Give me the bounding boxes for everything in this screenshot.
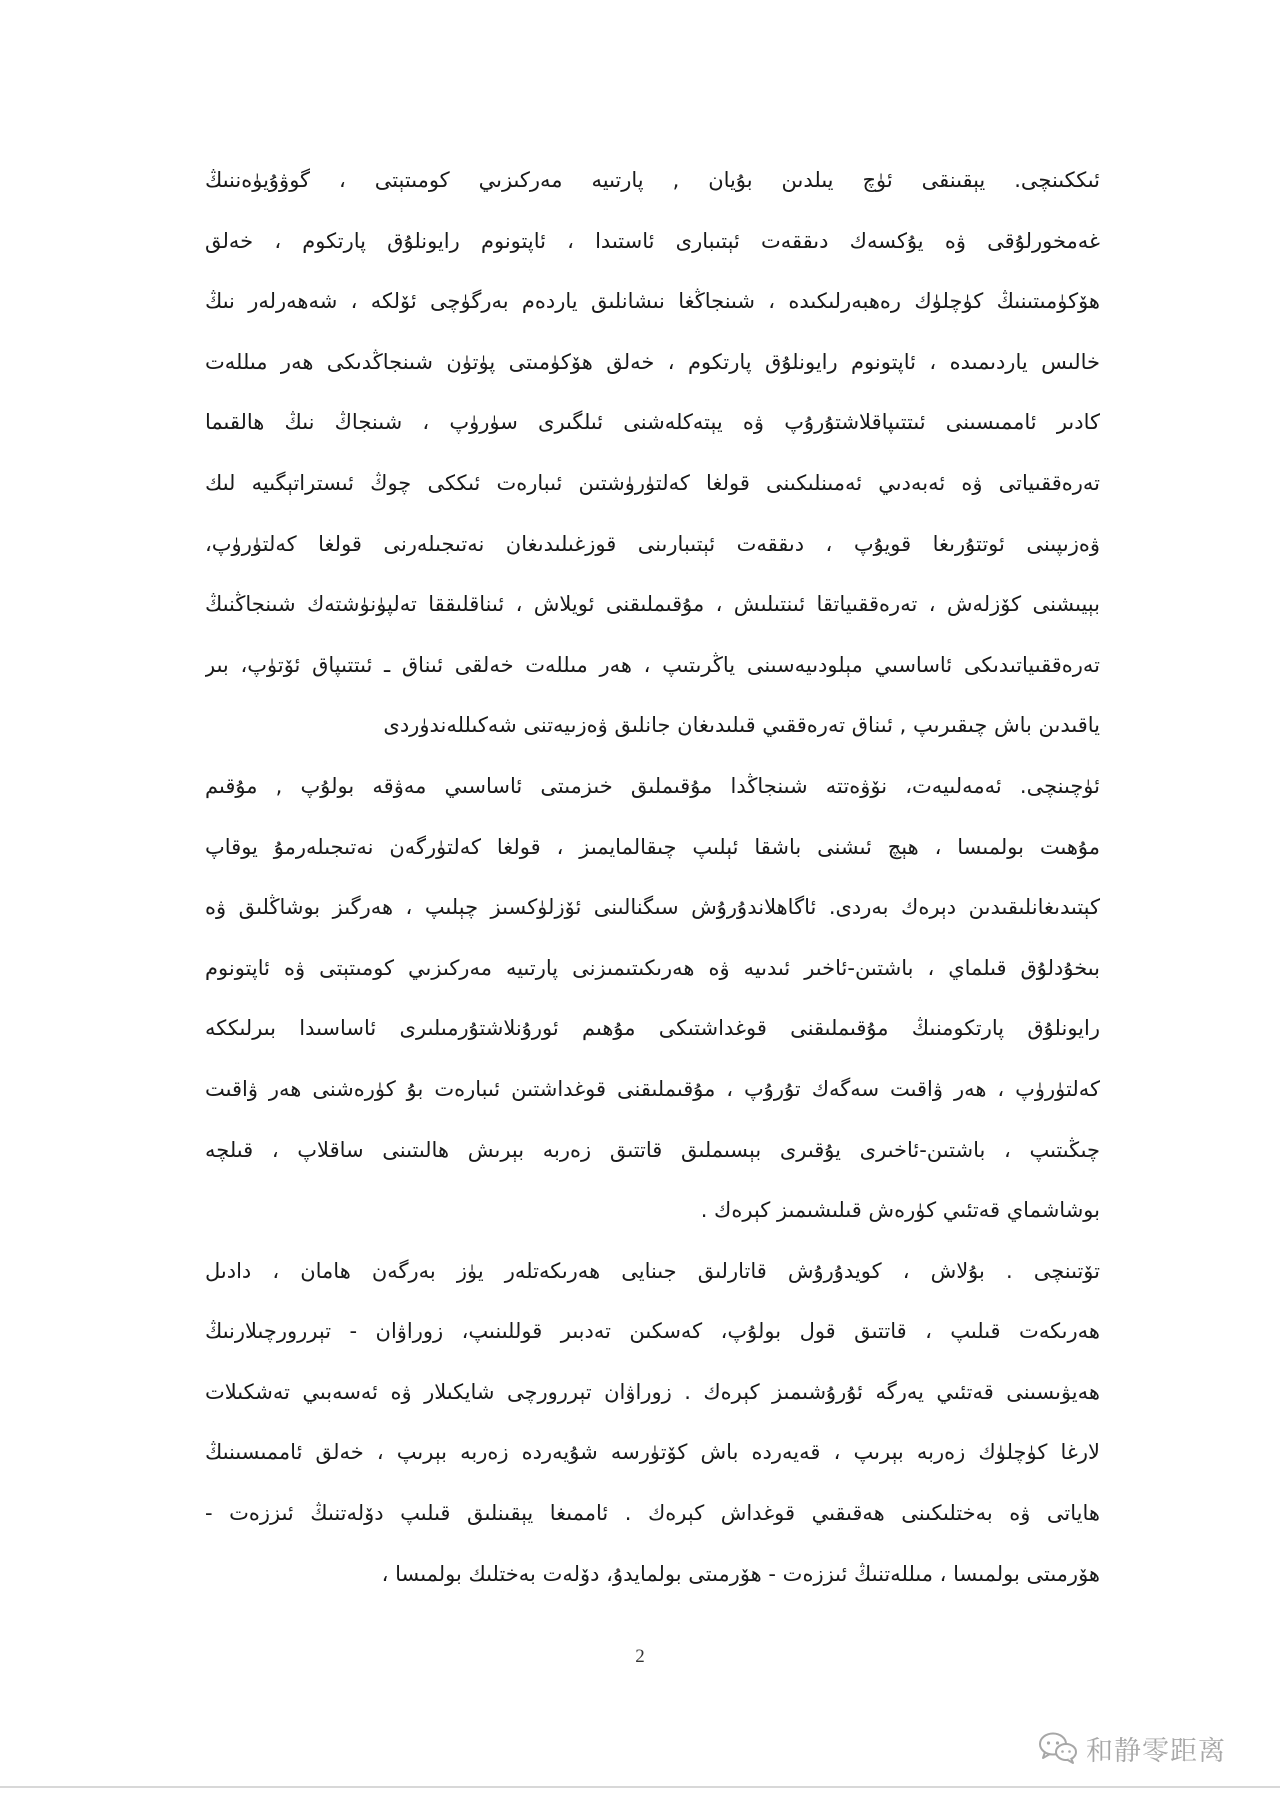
text-line: غەمخورلۇقى ۋە يۇكسەك دىققەت ئېتىبارى ئاستىدا ، ئاپتونوم رايونلۇق پارتكوم ، خەلق [205,228,1100,253]
text-line: ئىككىنچى. يېقىنقى ئۈچ يىلدىن بۇيان , پارتىيە مەركىزىي كومىتېتى ، گوۋۇيۈەننىڭ [205,168,1100,192]
page-number: 2 [635,1646,645,1667]
text-line: تۆتىنچى . بۇلاش ، كويدۇرۇش قاتارلىق جىنايى ھەرىكەتلەر يۈز بەرگەن ھامان ، دادىل [205,1258,1100,1283]
text-line: ھەرىكەت قىلىپ ، قاتتىق قول بولۇپ، كەسكىن تەدبىر قوللىنىپ، زوراۋان - تېررورچىلارنىڭ [205,1319,1100,1344]
text-line: ھۆكۈمىتىنىڭ كۈچلۈك رەھبەرلىكىدە ، شىنجاڭغا نىشانلىق ياردەم بەرگۈچى ئۆلكە ، شەھەرلەر نىڭ [205,289,1100,314]
text-line: كەلتۈرۈپ ، ھەر ۋاقىت سەگەك تۇرۇپ ، مۇقىملىقنى قوغداشتىن ئىبارەت بۇ كۈرەشنى ھەر ۋاقىت [205,1076,1100,1101]
text-line: رايونلۇق پارتكومنىڭ مۇقىملىقنى قوغداشتىكى مۇھىم ئورۇنلاشتۇرمىلىرى ئاساسىدا بىرلىككە [205,1016,1100,1041]
text-line: كېتىدىغانلىقىدىن دېرەك بەردى. ئاگاھلاندۇرۇش سىگنالىنى ئۆزلۈكسىز چېلىپ ، ھەرگىز بوشاڭلىق ۋە [205,895,1100,920]
text-line: بىخۇدلۇق قىلماي ، باشتىن-ئاخىر ئىدىيە ۋە ھەرىكىتىمىزنى پارتىيە مەركىزىي كومىتېتى ۋە ئاپتونوم [205,955,1100,980]
text-line: چىڭىتىپ ، باشتىن-ئاخىرى يۇقىرى بېسىملىق قاتتىق زەربە بېرىش ھالىتىنى ساقلاپ ، قىلچە [205,1137,1100,1162]
text-line: ھۆرمىتى بولمىسا ، مىللەتنىڭ ئىززەت - ھۆرمىتى بولمايدۇ، دۆلەت بەختلىك بولمىسا ، [381,1561,1100,1586]
text-line: تەرەققىياتىدىكى ئاساسىي مېلودىيەسىنى ياڭرىتىپ ، ھەر مىللەت خەلقى ئىناق ـ ئىتتىپاق ئۆتۈپ، بىر [205,652,1100,677]
text-line: لارغا كۈچلۈك زەربە بېرىپ ، قەيەردە باش كۆتۈرسە شۇيەردە زەربە بېرىپ ، خەلق ئاممىسىنىڭ [205,1440,1100,1465]
text-line: كادىر ئاممىسىنى ئىتتىپاقلاشتۇرۇپ ۋە يېتەكلەشنى ئىلگىرى سۈرۈپ ، شىنجاڭ نىڭ ھالقىما [205,410,1100,435]
text-line: ۋەزىپىنى ئوتتۇرىغا قويۇپ ، دىققەت ئېتىبارىنى قوزغىلىدىغان نەتىجىلەرنى قولغا كەلتۈرۈپ، [205,531,1100,556]
text-line: ياقىدىن باش چىقىرىپ , ئىناق تەرەققىي قىلىدىغان جانلىق ۋەزىيەتنى شەكىللەندۈردى [383,713,1100,738]
text-line: مۇھىت بولمىسا ، ھېچ ئىشنى باشقا ئېلىپ چىقالمايمىز ، قولغا كەلتۈرگەن نەتىجىلەرمۇ يوقاپ [205,834,1100,859]
text-line: ھەيۋىسىنى قەتئىي يەرگە ئۇرۇشىمىز كېرەك . زوراۋان تېررورچى شايكىلار ۋە ئەسەبىي تەشكىلات [205,1379,1100,1404]
text-line: بېيىشنى كۆزلەش ، تەرەققىياتقا ئىنتىلىش ، مۇقىملىقنى ئويلاش ، ئىناقلىققا تەلپۈنۈشتەك شىنجاڭنىڭ [205,592,1100,617]
wechat-bubbles-icon [1038,1731,1078,1765]
text-line: خالىس ياردىمىدە ، ئاپتونوم رايونلۇق پارتكوم ، خەلق ھۆكۈمىتى پۈتۈن شىنجاڭدىكى ھەر مىللەت [205,349,1100,374]
document-body [205,150,1100,1604]
watermark [1038,1726,1226,1770]
text-line: ھاياتى ۋە بەختلىكىنى ھەقىقىي قوغداش كېرەك . ئاممىغا يېقىنلىق قىلىپ دۆلەتنىڭ ئىززەت - [205,1501,1100,1526]
text-line: تەرەققىياتى ۋە ئەبەدىي ئەمىنلىكىنى قولغا كەلتۈرۈشتىن ئىبارەت ئىككى چوڭ ئىستراتېگىيە لىك [205,470,1100,495]
bottom-divider [0,1786,1280,1788]
text-line: ئۈچىنچى. ئەمەلىيەت، نۆۋەتتە شىنجاڭدا مۇقىملىق خىزمىتى ئاساسىي مەۋقە بولۇپ , مۇقىم [205,773,1100,798]
watermark-text: 和静零距离 [1086,1735,1226,1767]
text-line: بوشاشماي قەتئىي كۈرەش قىلىشىمىز كېرەك . [700,1198,1100,1223]
